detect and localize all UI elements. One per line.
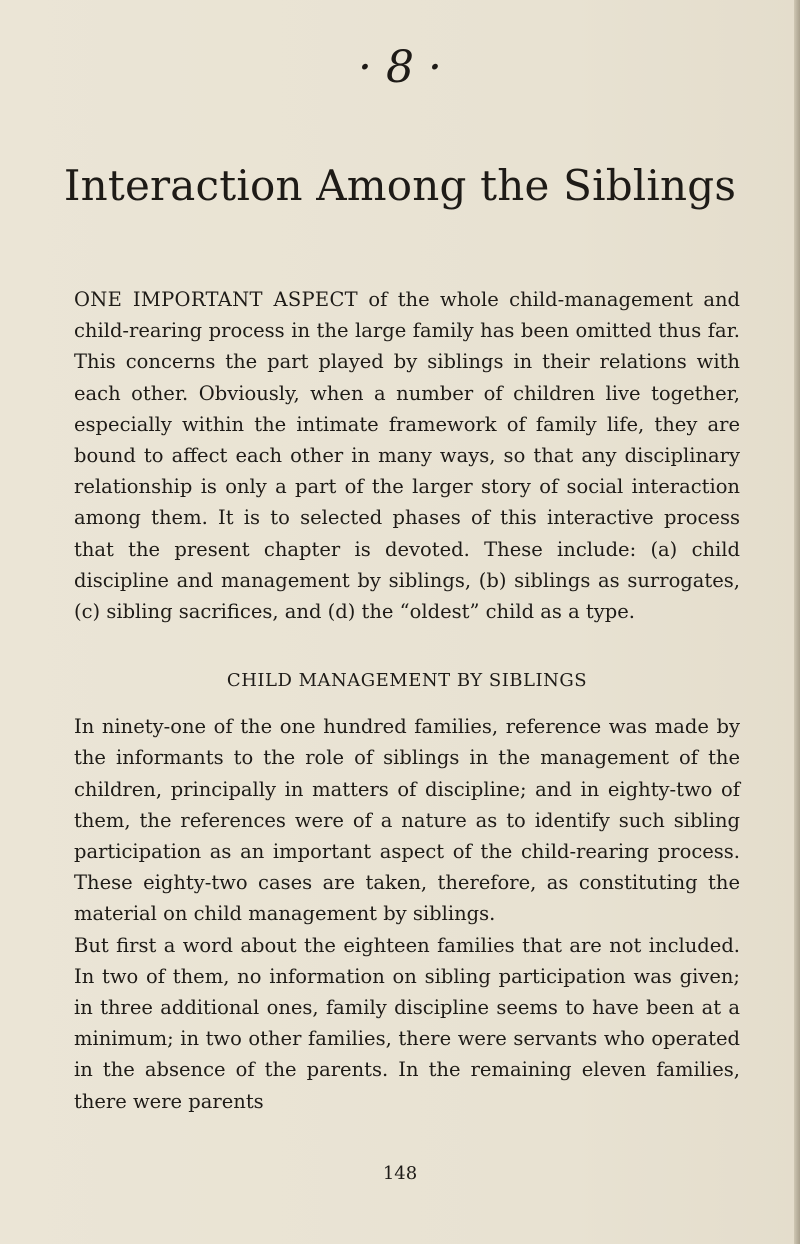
chapter-number: · 8 · [358,42,442,93]
intro-paragraph [74,284,740,627]
paragraph-2: In ninety-one of the one hundred families, reference was made by the informants to the role of siblings in the management of the children, principally in matters of discipline; and in eighty-two of them, the references were of a nature as to identify such sibling participation as an important aspect of the child-rearing process. These eighty-two cases are taken, therefore, as constituting the material on child management by siblings. [74,715,740,926]
intro-paragraph-text: of the whole child-management and child-rearing process in the large family has been omitted thus far. This concerns the part played by siblings in their relations with each other. Obviously, when a number of children live together, especially within the intimate framework of family life, they are bound to affect each other in many ways, so that any disciplinary relationship is only a part of the larger story of social interaction among them. It is to selected phases of this interactive process that the present chapter is devoted. These include: (a) child discipline and management by siblings, (b) siblings as surrogates, (c) sibling sacrifices, and (d) the “oldest” child as a type. [74,288,740,624]
paragraph-3: But first a word about the eighteen families that are not included. In two of them, no information on sibling participation was given; in three additional ones, family discipline seems to have been at a minimum; in two other families, there were servants who operated in the absence of the parents. In the remaining eleven families, there were parents [74,933,740,1113]
intro-lead-in: ONE IMPORTANT ASPECT [74,288,358,311]
section-heading: CHILD MANAGEMENT BY SIBLINGS [226,670,588,692]
page-edge-shadow [794,0,800,1244]
body-text [74,284,740,1117]
chapter-title: Interaction Among the Siblings [63,161,737,210]
page-number: 148 [382,1163,418,1184]
